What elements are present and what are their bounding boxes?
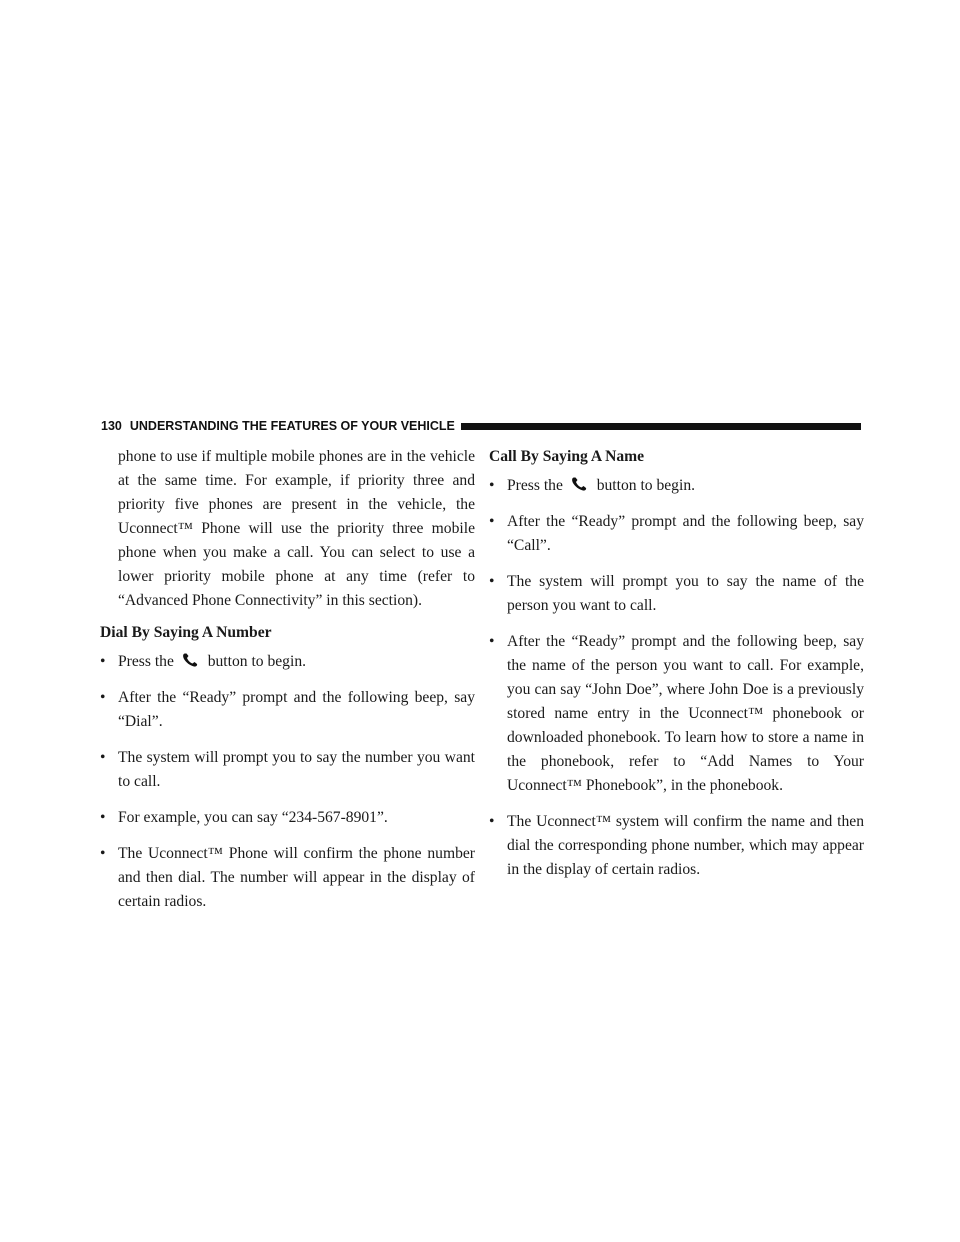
- bullet: •: [100, 749, 106, 766]
- bullet: •: [100, 689, 106, 706]
- page-header: [101, 418, 861, 434]
- phone-handset-icon: [567, 476, 593, 492]
- list-item: • The Uconnect™ system will confirm the name and then dial the corresponding phone number, which may appear in the display of certain radios.: [489, 810, 864, 882]
- list-item: • For example, you can say “234-567-8901”.: [100, 806, 475, 830]
- phone-handset-icon: [178, 652, 204, 668]
- list-item: • After the “Ready” prompt and the following beep, say “Dial”.: [100, 686, 475, 734]
- bullet: •: [489, 813, 495, 830]
- page-number: 130: [101, 419, 122, 433]
- bullet: •: [489, 513, 495, 530]
- list-item: • The Uconnect™ Phone will confirm the phone number and then dial. The number will appear in the display of certain radios.: [100, 842, 475, 914]
- intro-paragraph: phone to use if multiple mobile phones are in the vehicle at the same time. For example, if priority three and priority five phones are present in the vehicle, the Uconnect™ Phone will use the priority three mobile phone when you make a call. You can select to use a lower priority mobile phone at any time (refer to “Advanced Phone Connectivity” in this section).: [118, 448, 475, 609]
- bullet: •: [100, 809, 106, 826]
- right-column: [489, 445, 864, 894]
- bullet: •: [100, 653, 106, 670]
- heading-dial-by-number: Dial By Saying A Number: [100, 624, 272, 641]
- list-item: • The system will prompt you to say the number you want to call.: [100, 746, 475, 794]
- list-item: • Press the button to begin.: [100, 650, 475, 674]
- left-column: [100, 445, 475, 926]
- list-item: • The system will prompt you to say the name of the person you want to call.: [489, 570, 864, 618]
- list-item: • After the “Ready” prompt and the following beep, say the name of the person you want to call. For example, you can say “John Doe”, where John Doe is a previously stored name entry in the Uconnect™ phonebook or downloaded phonebook. To learn how to store a name in the phonebook, refer to “Add Names to Your Uconnect™ Phonebook”, in the phonebook.: [489, 630, 864, 798]
- call-steps-list: [489, 474, 864, 882]
- bullet: •: [100, 845, 106, 862]
- header-rule: [461, 423, 861, 430]
- heading-call-by-name: Call By Saying A Name: [489, 448, 645, 465]
- bullet: •: [489, 633, 495, 650]
- dial-steps-list: [100, 650, 475, 914]
- bullet: •: [489, 573, 495, 590]
- list-item: • Press the button to begin.: [489, 474, 864, 498]
- bullet: •: [489, 477, 495, 494]
- list-item: • After the “Ready” prompt and the following beep, say “Call”.: [489, 510, 864, 558]
- section-title: UNDERSTANDING THE FEATURES OF YOUR VEHICLE: [129, 419, 455, 433]
